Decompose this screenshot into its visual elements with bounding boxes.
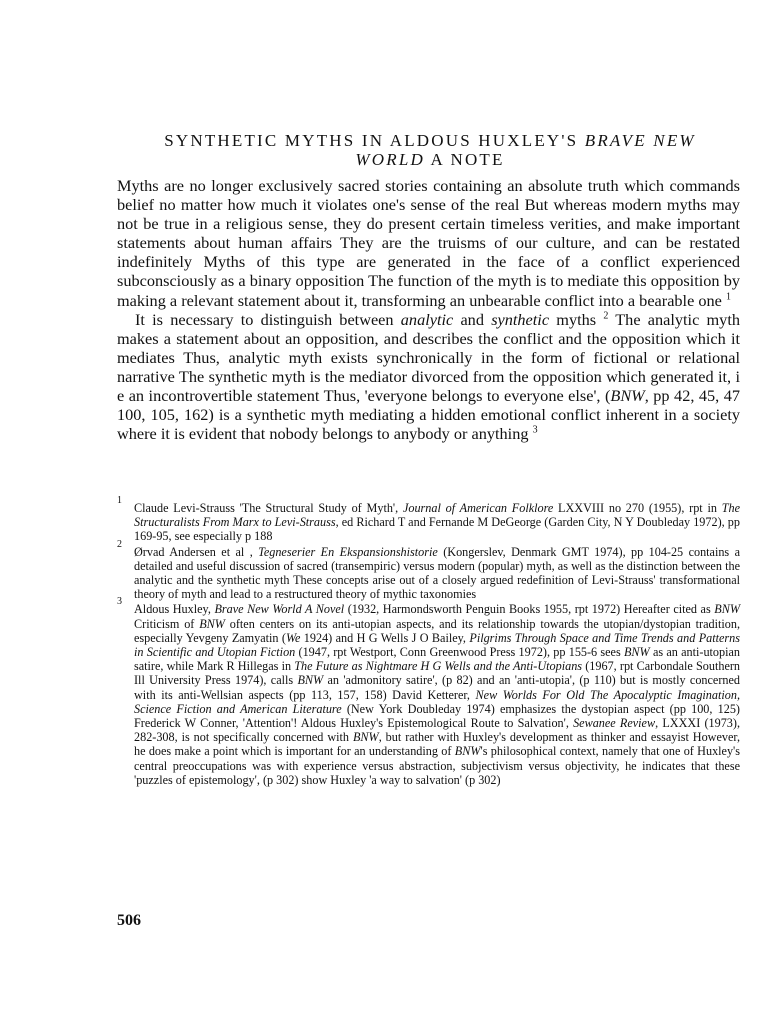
footnote-1: 1 Claude Levi-Strauss 'The Structural Study of Myth', Journal of American Folklore LXXVIII no 270 (1955), rpt in The Structuralists From Marx to Levi-Strauss, ed Richard T and Fernande M DeGeorge (Garden City, N Y Doubleday 1972), pp 169-95, see especially p 188 xyxy=(117,495,740,544)
footnote-title: The Future as Nightmare H G Wells and the Anti-Utopians xyxy=(294,659,583,674)
article-body xyxy=(117,176,740,443)
footnote-text: , but rather with Huxley's development as thinker and essayist However, he does make a point which is important for an understanding of xyxy=(134,730,741,759)
footnote-text: , LXXXI (1973), 282-308, is not specifically concerned with xyxy=(134,716,740,745)
abbrev-bnw: BNW xyxy=(623,645,650,660)
paragraph-2-text: The analytic myth makes a statement about an opposition, and describes the conflict and the opposition which it mediates Thus, analytic myth exists synchronically in the form of fictional or relational narrative The synthetic myth is the mediator divorced from the opposition which generated it, i e an incontrovertible statement Thus, 'everyone belongs to everyone else', ( xyxy=(117,309,740,406)
paragraph-2-text: and xyxy=(453,309,492,329)
footnote-text: Aldous Huxley, xyxy=(134,602,215,617)
title-italic-brave-new: BRAVE NEW xyxy=(584,131,696,150)
footnote-text: 's philosophical context, namely that one of Huxley's central preoccupations was with experience versus abstraction, subjectivism versus objectivity, he indicates that these 'puzzles of epistemology', (p 302) show Huxley 'a way to salvation' (p 302) xyxy=(134,744,740,787)
footnote-text: (New York Doubleday 1974) emphasizes the dystopian aspect (pp 100, 125) Frederick W Conner, 'Attention'! Aldous Huxley's Epistemological Route to Salvation', xyxy=(134,701,740,731)
abbrev-bnw: BNW xyxy=(610,386,645,406)
footnote-ref-1: 1 xyxy=(725,291,731,303)
article-title xyxy=(110,131,750,169)
footnote-ref-3: 3 xyxy=(532,424,538,436)
footnote-text: 1924) and H G Wells J O Bailey, xyxy=(300,630,470,645)
abbrev-bnw: BNW xyxy=(297,673,324,688)
footnote-text: (1932, Harmondsworth Penguin Books 1955, rpt 1972) Hereafter cited as xyxy=(344,602,715,617)
term-synthetic: synthetic xyxy=(491,309,550,329)
footnote-text: as an anti-utopian satire, while Mark R Hillegas in xyxy=(134,645,740,674)
abbrev-bnw: BNW xyxy=(352,730,379,745)
title-italic-world: WORLD xyxy=(355,150,425,169)
footnote-text: (1947, rpt Westport, Conn Greenwood Press 1972), pp 155-6 sees xyxy=(295,645,624,660)
abbrev-bnw: BNW xyxy=(454,744,481,759)
footnote-text: Criticism of xyxy=(134,616,200,631)
footnote-text: LXXVIII no 270 (1955), rpt in xyxy=(553,501,722,515)
paragraph-1-text: Myths are no longer exclusively sacred stories containing an absolute truth which commands belief no matter how much it violates one's sense of the real But whereas modern myths may not be true in a religious sense, they do present certain timeless verities, and make important statements about human affairs They are the truisms of our culture, and can be restated indefinitely Myths of this type are generated in the face of a conflict experienced subconsciously as a binary opposition The function of the myth is to mediate this opposition by making a relevant statement about it, transforming an unbearable conflict into a bearable one xyxy=(117,176,740,310)
footnote-3: 3 Aldous Huxley, Brave New World A Novel (1932, Harmondsworth Penguin Books 1955, rpt 1972) Hereafter cited as BNW Criticism of BNW often centers on its anti-utopian aspects, and its relationship towards the utopian/dystopian tradition, especially Yevgeny Zamyatin (We 1924) and H G Wells J O Bailey, Pilgrims Through Space and Time Trends and Patterns in Scientific and Utopian Fiction (1947, rpt Westport, Conn Greenwood Press 1972), pp 155-6 sees BNW as an anti-utopian satire, while Mark R Hillegas in The Future as Nightmare H G Wells and the Anti-Utopians (1967, rpt Carbondale Southern Ill University Press 1974), calls BNW an 'admonitory satire', (p 82) and an 'anti-utopia', (p 110) but is mostly concerned with its anti-Wellsian aspects (pp 113, 157, 158) David Ketterer, New Worlds For Old The Apocalyptic Imagination, Science Fiction and American Literature (New York Doubleday 1974) emphasizes the dystopian aspect (pp 100, 125) Frederick W Conner, 'Attention'! Aldous Huxley's Epistemological Route to Salvation', Sewanee Review, LXXXI (1973), 282-308, is not specifically concerned with BNW, but rather with Huxley's development as thinker and essayist However, he does make a point which is important for an understanding of BNW's philosophical context, namely that one of Huxley's central preoccupations was with experience versus abstraction, subjectivism versus objectivity, he indicates that these 'puzzles of epistemology', (p 302) show Huxley 'a way to salvation' (p 302) xyxy=(117,596,741,787)
footnote-text: (Kongerslev, Denmark GMT 1974), pp 104-25 contains a detailed and useful discussion of sacred (transempiric) versus modern (popular) myth, as well as the distinction between the analytic and the synthetic myth These concepts arise out of a closely argued redefinition of Levi-Strauss' transformational theory of myth and lead to a restructured theory of mythic taxonomies xyxy=(134,544,740,602)
paragraph-2-text: myths xyxy=(549,309,597,329)
footnote-title: We xyxy=(285,630,301,645)
term-analytic: analytic xyxy=(400,309,454,329)
footnote-text: an 'admonitory satire', (p 82) and an 'anti-utopia', (p 110) but is mostly concerned with its anti-Wellsian aspects (pp 113, 157, 158) David Ketterer, xyxy=(134,673,740,702)
footnote-title: Tegneserier En Ekspansionshistorie xyxy=(258,544,438,559)
footnote-text: , ed Richard T and Fernande M DeGeorge (Garden City, N Y Doubleday 1972), pp 169-95, see especially p 188 xyxy=(134,515,740,544)
footnote-title: The Structuralists From Marx to Levi-Strauss xyxy=(134,501,740,530)
footnote-text: Claude Levi-Strauss 'The Structural Study of Myth', xyxy=(134,501,403,515)
footnotes xyxy=(117,495,741,788)
footnote-title: Brave New World A Novel xyxy=(214,602,345,617)
footnote-2: 2 Ørvad Andersen et al , Tegneserier En Ekspansionshistorie (Kongerslev, Denmark GMT 1974), pp 104-25 contains a detailed and useful discussion of sacred (transempiric) versus modern (popular) myth, as well as the distinction between the analytic and the synthetic myth These concepts arise out of a closely argued redefinition of Levi-Strauss' transformational theory of myth and lead to a restructured theory of mythic taxonomies xyxy=(117,538,740,602)
footnote-ref-2: 2 xyxy=(603,310,609,322)
footnote-title: Journal of American Folklore xyxy=(402,501,554,515)
paragraph-2-text: It is necessary to distinguish between xyxy=(135,309,401,329)
title-subtitle: A NOTE xyxy=(424,150,505,169)
paragraph-1 xyxy=(117,176,740,310)
footnote-title: Sewanee Review xyxy=(573,716,656,731)
abbrev-bnw: BNW xyxy=(714,602,740,617)
title-text: SYNTHETIC MYTHS IN ALDOUS HUXLEY'S xyxy=(164,131,585,150)
paragraph-2 xyxy=(117,310,740,444)
page-number: 506 xyxy=(117,912,141,929)
footnote-text: (1967, rpt Carbondale Southern Ill University Press 1974), calls xyxy=(134,659,740,688)
footnote-title: New Worlds For Old The Apocalyptic Imagination, Science Fiction and American Literature xyxy=(134,687,740,716)
abbrev-bnw: BNW xyxy=(199,616,225,631)
footnote-text: often centers on its anti-utopian aspects, and its relationship towards the utopian/dystopian tradition, especially Yevgeny Zamyatin ( xyxy=(134,616,740,645)
footnote-text: Ørvad Andersen et al , xyxy=(134,544,259,559)
paragraph-2-text: , pp 42, 45, 47 100, 105, 162) is a synthetic myth mediating a hidden emotional conflict inherent in a society where it is evident that nobody belongs to anybody or anything xyxy=(117,386,740,444)
footnote-title: Pilgrims Through Space and Time Trends and Patterns in Scientific and Utopian Fiction xyxy=(134,630,740,660)
